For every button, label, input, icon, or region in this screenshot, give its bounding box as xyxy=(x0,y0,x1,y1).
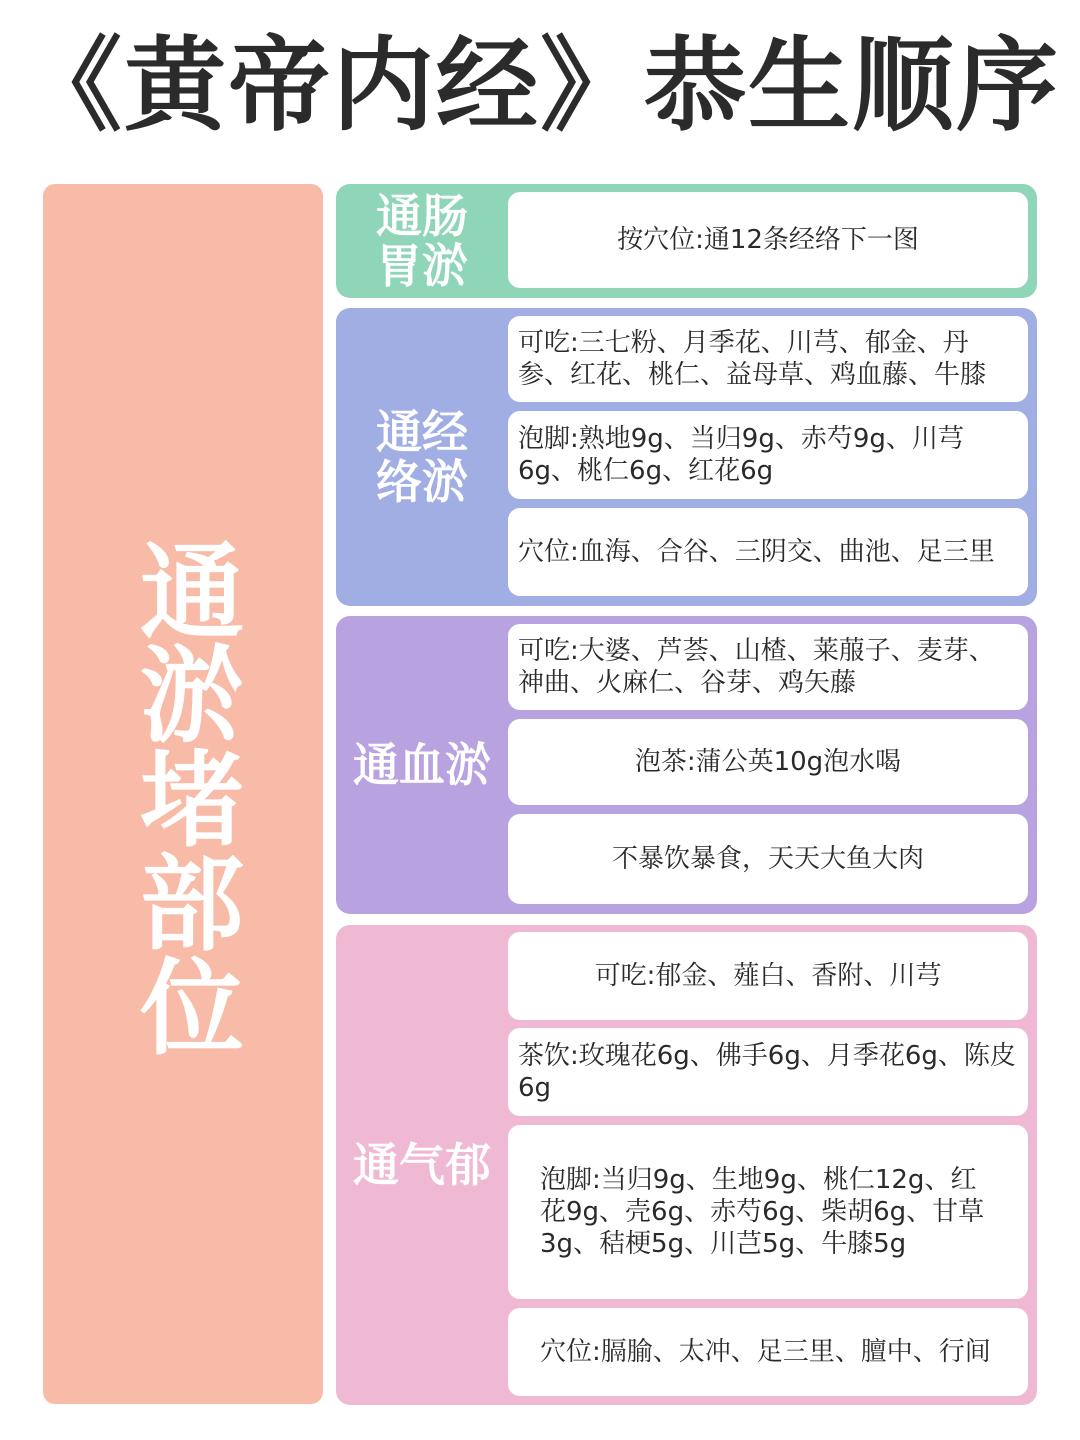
group-label-line: 络淤 xyxy=(376,455,468,509)
info-card xyxy=(508,192,1028,288)
card-text: 泡茶:蒲公英10g泡水喝 xyxy=(634,747,902,777)
group-intestine-stomach xyxy=(336,184,1037,298)
info-card xyxy=(508,508,1028,596)
card-text: 按穴位:通12条经络下一图 xyxy=(617,225,919,255)
group-label xyxy=(336,616,508,914)
info-card xyxy=(508,316,1028,402)
card-text: 穴位:膈腧、太冲、足三里、膻中、行间 xyxy=(540,1337,991,1367)
group-label-line: 通血淤 xyxy=(353,738,491,792)
info-card xyxy=(508,411,1028,499)
group-label xyxy=(336,308,508,606)
info-card xyxy=(508,1125,1028,1299)
group-label-line: 通肠 xyxy=(376,189,468,243)
group-label xyxy=(336,184,508,298)
info-card xyxy=(508,814,1028,904)
info-card xyxy=(508,624,1028,710)
info-card xyxy=(508,719,1028,805)
card-text: 不暴饮暴食，天天大鱼大肉 xyxy=(611,844,924,874)
card-text: 泡脚:熟地9g、当归9g、赤芍9g、川芎6g、桃仁6g、红花6g xyxy=(518,424,964,486)
card-text: 茶饮:玫瑰花6g、佛手6g、月季花6g、陈皮6g xyxy=(518,1041,1016,1103)
info-card xyxy=(508,1308,1028,1396)
group-blood xyxy=(336,616,1037,914)
group-qi xyxy=(336,925,1037,1405)
group-label-line: 通气郁 xyxy=(353,1138,491,1192)
section-heading: 通淤堵部位 xyxy=(122,537,244,1057)
info-card xyxy=(508,1028,1028,1116)
group-meridian xyxy=(336,308,1037,606)
card-text: 穴位:血海、合谷、三阴交、曲池、足三里 xyxy=(518,537,995,567)
card-text: 可吃:大婆、芦荟、山楂、莱菔子、麦芽、神曲、火麻仁、谷芽、鸡矢藤 xyxy=(518,636,995,698)
card-text: 可吃:三七粉、月季花、川芎、郁金、丹参、红花、桃仁、益母草、鸡血藤、牛膝 xyxy=(518,328,987,390)
card-text: 泡脚:当归9g、生地9g、桃仁12g、红花9g、壳6g、赤芍6g、柴胡6g、甘草3g、秸梗5g、川芑5g、牛膝5g xyxy=(540,1165,985,1259)
group-label xyxy=(336,925,508,1405)
page-title: 《黄帝内经》恭生顺序 xyxy=(20,27,1060,146)
info-card xyxy=(508,932,1028,1020)
card-text: 可吃:郁金、薤白、香附、川芎 xyxy=(594,961,942,991)
group-label-line: 通经 xyxy=(376,405,468,459)
group-label-line: 胃淤 xyxy=(376,239,468,293)
section-panel xyxy=(43,184,323,1404)
